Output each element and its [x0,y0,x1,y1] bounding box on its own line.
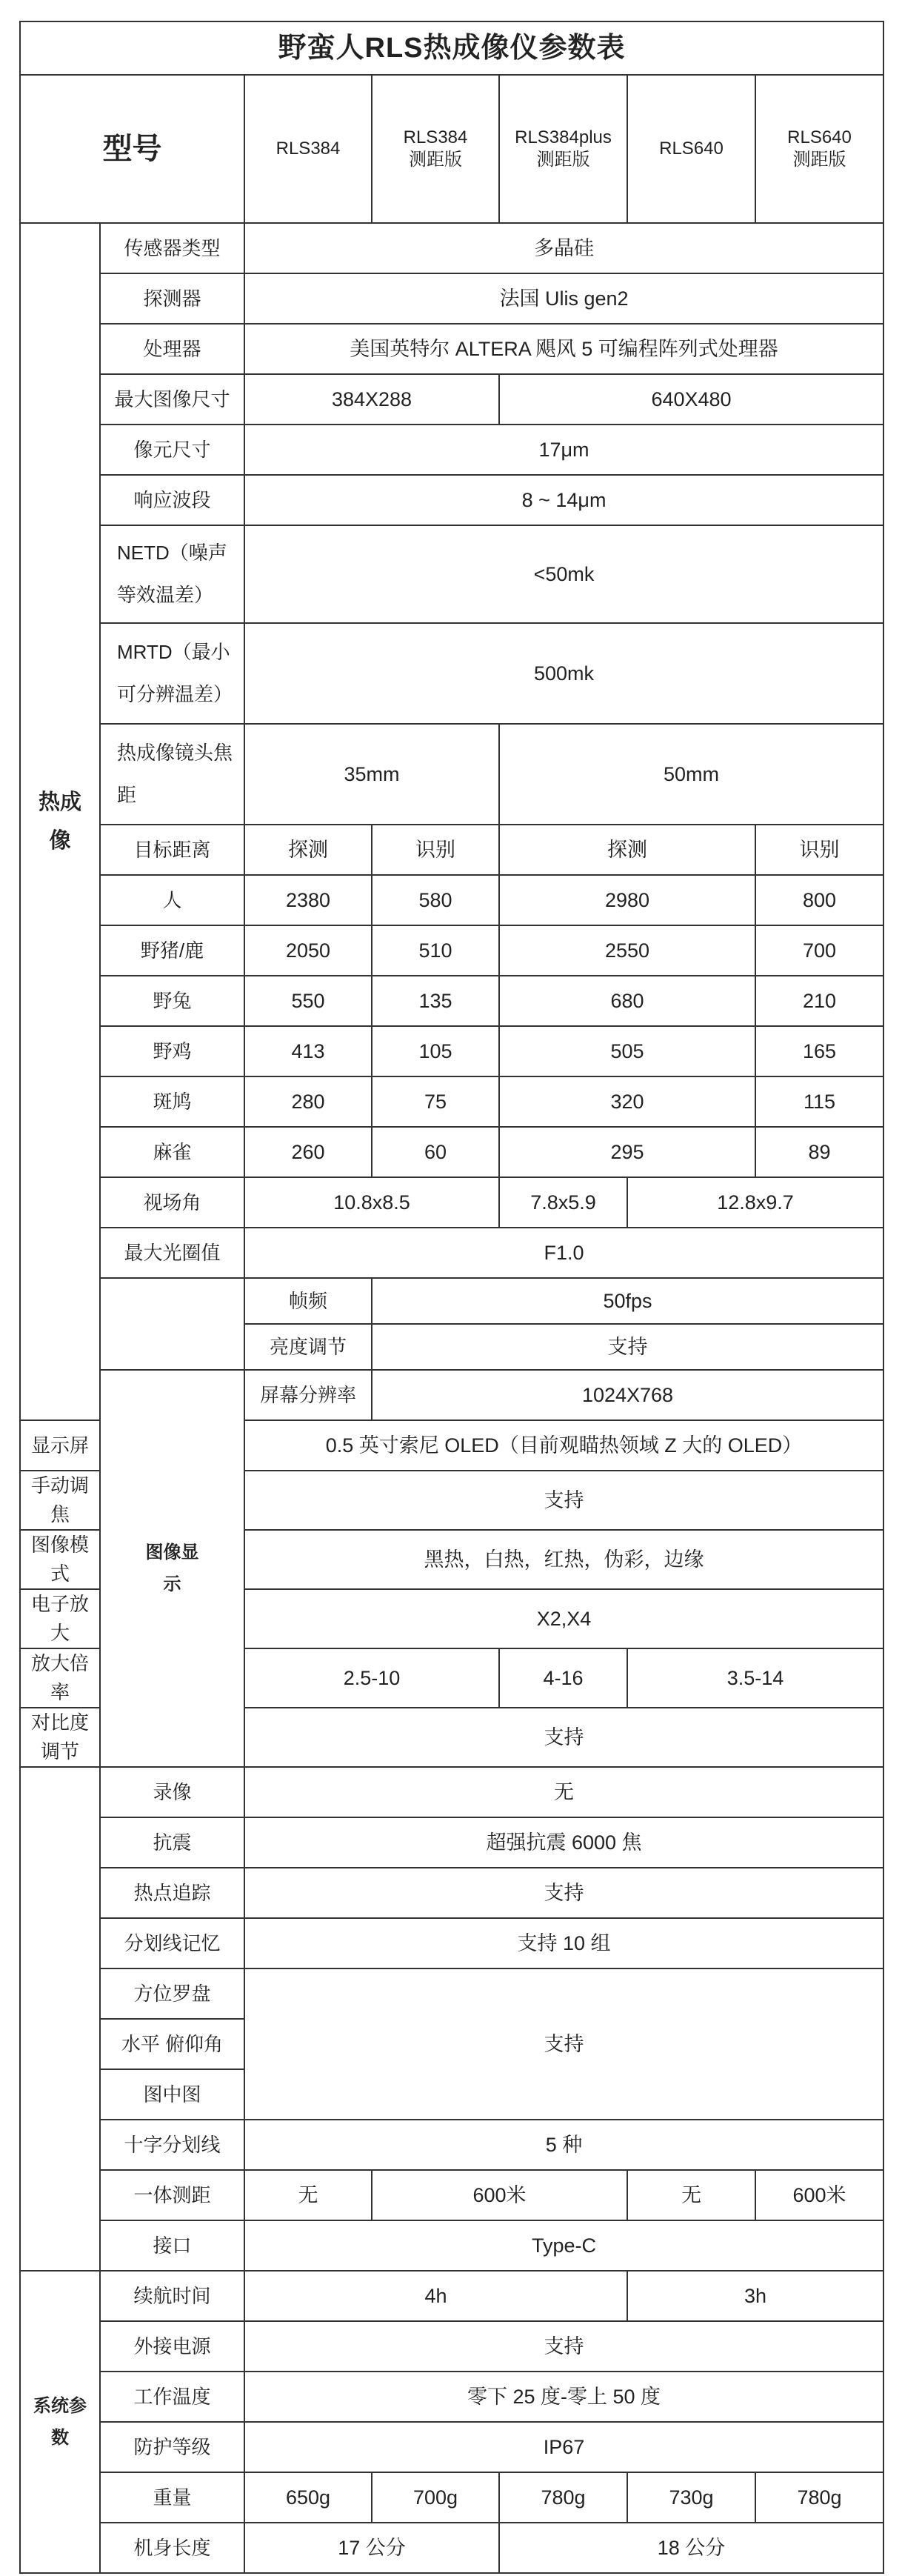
row-max-aperture [20,1228,883,1278]
target-value: 115 [755,1076,883,1127]
brightness-label: 亮度调节 [244,1324,372,1370]
max-aperture-value: F1.0 [244,1228,883,1278]
rangefinder-rls640-range: 600米 [755,2170,883,2220]
identify-header-384: 识别 [372,825,499,875]
detect-header-640: 探测 [499,825,755,875]
target-value: 580 [372,875,499,925]
row-frame-rate [20,1278,883,1324]
magnification-384plus: 4-16 [499,1648,627,1708]
target-value: 280 [244,1076,372,1127]
reticle-label: 十字分划线 [100,2120,244,2170]
weight-rls640-range: 780g [755,2472,883,2523]
hotspot-value: 支持 [244,1868,883,1918]
weight-rls384-range: 700g [372,2472,499,2523]
target-value: 60 [372,1127,499,1177]
weight-rls640: 730g [627,2472,755,2523]
rangefinder-rls640: 无 [627,2170,755,2220]
sensor-type-value: 多晶硅 [244,223,883,273]
max-aperture-label: 最大光圈值 [100,1228,244,1278]
row-interface [20,2220,883,2271]
recording-label: 录像 [100,1767,244,1817]
row-hotspot [20,1868,883,1918]
interface-label: 接口 [100,2220,244,2271]
field-of-view-384: 10.8x8.5 [244,1177,499,1228]
category-blank-2 [20,1767,100,2271]
target-value: 505 [499,1026,755,1076]
operating-temp-label: 工作温度 [100,2372,244,2422]
detect-header-384: 探测 [244,825,372,875]
target-name: 人 [100,875,244,925]
table-row [20,1076,883,1127]
target-value: 680 [499,976,755,1026]
target-value: 2050 [244,925,372,976]
table-row [20,875,883,925]
image-modes-value: 黑热，白热，红热，伪彩，边缘 [244,1530,883,1589]
field-of-view-640: 12.8x9.7 [627,1177,883,1228]
category-display: 图像显 示 [100,1370,244,1767]
operating-temp-value: 零下 25 度-零上 50 度 [244,2372,883,2422]
row-compass [20,1968,883,2019]
row-pixel-size [20,425,883,475]
row-weight [20,2472,883,2523]
frame-rate-value: 50fps [372,1278,883,1324]
target-value: 165 [755,1026,883,1076]
row-battery-life [20,2271,883,2321]
target-value: 135 [372,976,499,1026]
detector-value: 法国 Ulis gen2 [244,273,883,324]
protection-value: IP67 [244,2422,883,2472]
magnification-640: 3.5-14 [627,1648,883,1708]
row-field-of-view [20,1177,883,1228]
row-reticle-memory [20,1918,883,1968]
target-value: 800 [755,875,883,925]
response-band-value: 8 ~ 14μm [244,475,883,525]
screen-label: 显示屏 [20,1420,100,1471]
target-value: 413 [244,1026,372,1076]
frame-rate-label: 帧频 [244,1278,372,1324]
target-value: 295 [499,1127,755,1177]
target-distance-label: 目标距离 [100,825,244,875]
manual-focus-value: 支持 [244,1471,883,1530]
target-name: 麻雀 [100,1127,244,1177]
pixel-size-value: 17μm [244,425,883,475]
max-image-size-640: 640X480 [499,374,883,425]
target-value: 510 [372,925,499,976]
weight-label: 重量 [100,2472,244,2523]
row-response-band [20,475,883,525]
field-of-view-label: 视场角 [100,1177,244,1228]
processor-value: 美国英特尔 ALTERA 飓风 5 可编程阵列式处理器 [244,324,883,374]
focal-length-label: 热成像镜头焦 距 [100,724,244,825]
target-name: 野鸡 [100,1026,244,1076]
table-row [20,925,883,976]
sensor-type-label: 传感器类型 [100,223,244,273]
model-rls384plus-range: RLS384plus 测距版 [499,75,627,223]
target-value: 2380 [244,875,372,925]
external-power-value: 支持 [244,2321,883,2372]
weight-rls384: 650g [244,2472,372,2523]
netd-label: NETD（噪声 等效温差） [100,525,244,623]
battery-life-640: 3h [627,2271,883,2321]
table-row [20,1127,883,1177]
target-value: 700 [755,925,883,976]
detector-label: 探测器 [100,273,244,324]
brightness-value: 支持 [372,1324,883,1370]
screen-value: 0.5 英寸索尼 OLED（目前观瞄热领域 Z 大的 OLED） [244,1420,883,1471]
row-length [20,2523,883,2573]
target-value: 320 [499,1076,755,1127]
page-title: 野蛮人RLS热成像仪参数表 [20,21,883,75]
model-rls640-range: RLS640 测距版 [755,75,883,223]
target-name: 斑鸠 [100,1076,244,1127]
max-image-size-384: 384X288 [244,374,499,425]
contrast-label: 对比度调节 [20,1708,100,1767]
rangefinder-rls384-range: 600米 [372,2170,627,2220]
reticle-memory-value: 支持 10 组 [244,1918,883,1968]
netd-value: <50mk [244,525,883,623]
category-thermal: 热成 像 [20,223,100,1420]
length-384: 17 公分 [244,2523,499,2573]
level-label: 水平 俯仰角 [100,2019,244,2069]
target-value: 2980 [499,875,755,925]
row-netd [20,525,883,623]
row-shock [20,1817,883,1868]
category-system: 系统参 数 [20,2271,100,2573]
target-value: 210 [755,976,883,1026]
digital-zoom-value: X2,X4 [244,1589,883,1648]
mrtd-label: MRTD（最小 可分辨温差） [100,623,244,724]
model-header-row [20,75,883,223]
focal-length-640: 50mm [499,724,883,825]
row-target-distance [20,825,883,875]
row-protection [20,2422,883,2472]
max-image-size-label: 最大图像尺寸 [100,374,244,425]
interface-value: Type-C [244,2220,883,2271]
row-processor [20,324,883,374]
resolution-value: 1024X768 [372,1370,883,1420]
reticle-memory-label: 分划线记忆 [100,1918,244,1968]
protection-label: 防护等级 [100,2422,244,2472]
row-recording [20,1767,883,1817]
recording-value: 无 [244,1767,883,1817]
table-row [20,1026,883,1076]
battery-life-label: 续航时间 [100,2271,244,2321]
target-name: 野猪/鹿 [100,925,244,976]
row-mrtd [20,623,883,724]
model-label: 型号 [20,75,244,223]
identify-header-640: 识别 [755,825,883,875]
spec-table [19,21,884,2574]
hotspot-label: 热点追踪 [100,1868,244,1918]
model-rls384-range: RLS384 测距版 [372,75,499,223]
target-value: 2550 [499,925,755,976]
compass-level-pip-value: 支持 [244,1968,883,2120]
row-detector [20,273,883,324]
row-external-power [20,2321,883,2372]
target-name: 野兔 [100,976,244,1026]
magnification-384: 2.5-10 [244,1648,499,1708]
category-blank-1 [100,1278,244,1370]
digital-zoom-label: 电子放大 [20,1589,100,1648]
mrtd-value: 500mk [244,623,883,724]
shock-label: 抗震 [100,1817,244,1868]
battery-life-384: 4h [244,2271,627,2321]
resolution-label: 屏幕分辨率 [244,1370,372,1420]
length-label: 机身长度 [100,2523,244,2573]
title-row [20,21,883,75]
row-resolution [20,1370,883,1420]
row-operating-temp [20,2372,883,2422]
reticle-value: 5 种 [244,2120,883,2170]
table-row [20,976,883,1026]
row-max-image-size [20,374,883,425]
row-sensor-type [20,223,883,273]
weight-rls384plus-range: 780g [499,2472,627,2523]
row-focal-length [20,724,883,825]
image-modes-label: 图像模式 [20,1530,100,1589]
rangefinder-rls384: 无 [244,2170,372,2220]
target-value: 89 [755,1127,883,1177]
target-value: 260 [244,1127,372,1177]
response-band-label: 响应波段 [100,475,244,525]
compass-label: 方位罗盘 [100,1968,244,2019]
target-value: 75 [372,1076,499,1127]
length-640: 18 公分 [499,2523,883,2573]
pixel-size-label: 像元尺寸 [100,425,244,475]
target-value: 105 [372,1026,499,1076]
field-of-view-384plus: 7.8x5.9 [499,1177,627,1228]
rangefinder-label: 一体测距 [100,2170,244,2220]
row-reticle [20,2120,883,2170]
target-value: 550 [244,976,372,1026]
pip-label: 图中图 [100,2069,244,2120]
row-rangefinder [20,2170,883,2220]
manual-focus-label: 手动调焦 [20,1471,100,1530]
magnification-label: 放大倍率 [20,1648,100,1708]
processor-label: 处理器 [100,324,244,374]
external-power-label: 外接电源 [100,2321,244,2372]
model-rls640: RLS640 [627,75,755,223]
model-rls384: RLS384 [244,75,372,223]
shock-value: 超强抗震 6000 焦 [244,1817,883,1868]
contrast-value: 支持 [244,1708,883,1767]
focal-length-384: 35mm [244,724,499,825]
